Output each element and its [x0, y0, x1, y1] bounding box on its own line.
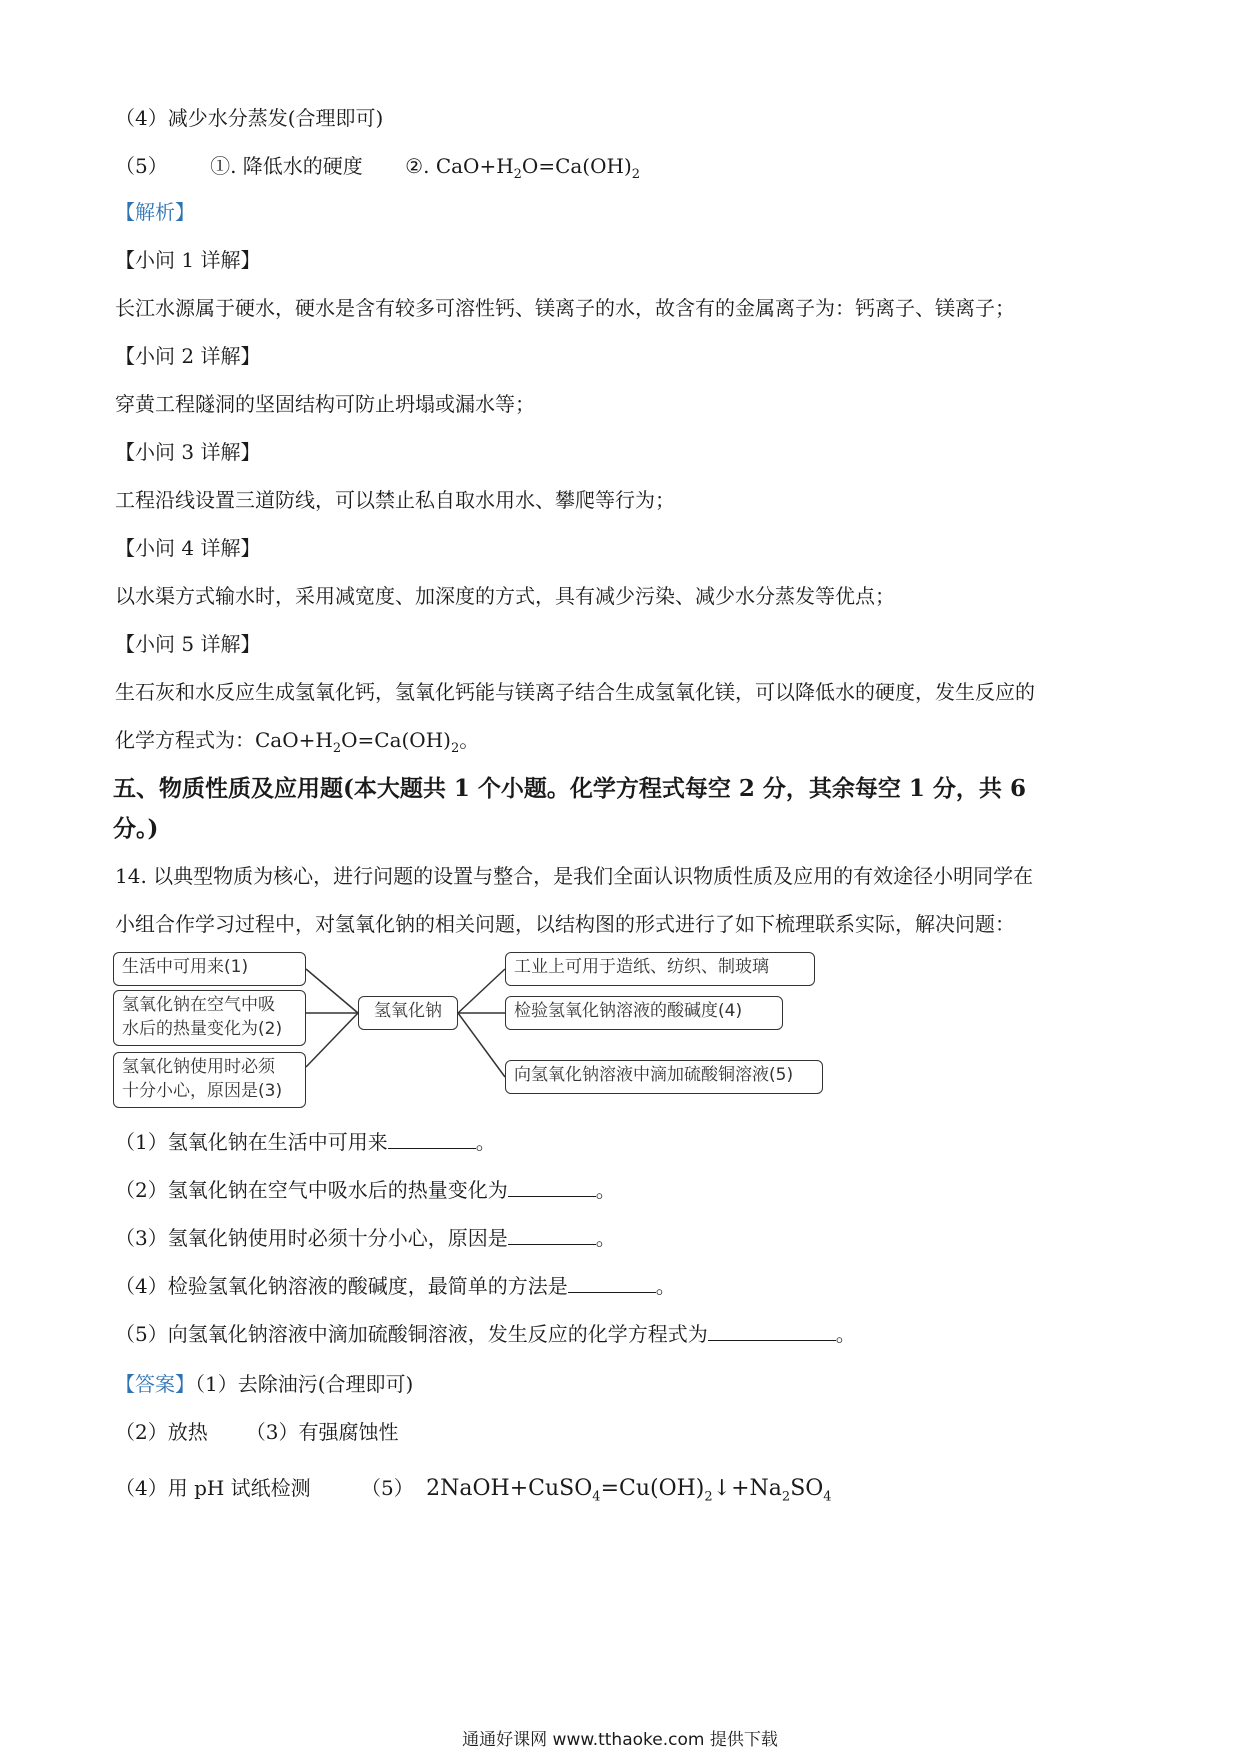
diagram-box-cuso4: 向氢氧化钠溶液中滴加硫酸铜溶液(5) — [505, 1060, 823, 1094]
sub-question-4: （4）检验氢氧化钠溶液的酸碱度，最简单的方法是 。 — [115, 1274, 676, 1298]
section-title-2: 分。) — [113, 815, 159, 842]
structure-diagram — [113, 952, 833, 1120]
answer-5-a: ①. 降低水的硬度 — [210, 154, 363, 178]
answer-blank[interactable] — [708, 1320, 836, 1341]
section-title-1: 五、物质性质及应用题(本大题共 1 个小题。化学方程式每空 2 分，其余每空 1 分，共 6 — [113, 775, 1026, 802]
answer-5-line — [115, 152, 640, 189]
answer-5-b: ②. $CaO+H_2O=Ca(OH)_2$ — [405, 154, 641, 182]
q3-heading: 【小问 3 详解】 — [115, 440, 261, 464]
page-footer: 通通好课网 www.tthaoke.com 提供下载 — [462, 1730, 778, 1750]
answer-blank[interactable] — [388, 1128, 476, 1149]
answer-blank[interactable] — [568, 1272, 656, 1293]
answer-4-line: （4）减少水分蒸发(合理即可) — [115, 106, 384, 130]
q1-text: 长江水源属于硬水，硬水是含有较多可溶性钙、镁离子的水，故含有的金属离子为：钙离子、镁离子； — [115, 296, 1015, 320]
answer-blank[interactable] — [508, 1224, 596, 1245]
q4-heading: 【小问 4 详解】 — [115, 536, 261, 560]
answer-5-num: （5） — [115, 154, 168, 178]
answer-1: （1）去除油污(合理即可) — [195, 1372, 414, 1396]
answer-blank[interactable] — [508, 1176, 596, 1197]
q5-text-2: 化学方程式为：$CaO+H_2O=Ca(OH)_2$。 — [115, 728, 480, 756]
q4-text: 以水渠方式输水时，采用减宽度、加深度的方式，具有减少污染、减少水分蒸发等优点； — [115, 584, 895, 608]
question-stem-2: 小组合作学习过程中，对氢氧化钠的相关问题，以结构图的形式进行了如下梳理联系实际，解决问题： — [115, 912, 1015, 936]
sub-question-1: （1）氢氧化钠在生活中可用来 。 — [115, 1130, 496, 1154]
q2-text: 穿黄工程隧洞的坚固结构可防止坍塌或漏水等； — [115, 392, 535, 416]
q2-heading: 【小问 2 详解】 — [115, 344, 261, 368]
q3-text: 工程沿线设置三道防线，可以禁止私自取水用水、攀爬等行为； — [115, 488, 675, 512]
q5-text-1: 生石灰和水反应生成氢氧化钙，氢氧化钙能与镁离子结合生成氢氧化镁，可以降低水的硬度，发生反应的 — [115, 680, 1035, 704]
answer-line-1 — [115, 1370, 413, 1398]
answer-tag: 【答案】 — [115, 1372, 195, 1396]
answer-3: （3）有强腐蚀性 — [245, 1420, 399, 1444]
analysis-tag: 【解析】 — [115, 200, 195, 224]
answer-4: （4）用 pH 试纸检测 — [115, 1476, 311, 1500]
answer-2: （2）放热 — [115, 1420, 208, 1444]
diagram-box-ph-test: 检验氢氧化钠溶液的酸碱度(4) — [505, 996, 783, 1030]
answer-line-2 — [115, 1418, 398, 1446]
sub-question-5: （5）向氢氧化钠溶液中滴加硫酸铜溶液，发生反应的化学方程式为 。 — [115, 1322, 856, 1346]
diagram-box-center: 氢氧化钠 — [358, 996, 458, 1030]
answer-5-num: （5） — [361, 1476, 414, 1500]
answer-5-equation: $2NaOH+CuSO_4=Cu(OH)_2↓+Na_2SO_4$ — [426, 1476, 832, 1505]
q5-heading: 【小问 5 详解】 — [115, 632, 261, 656]
diagram-box-industry: 工业上可用于造纸、纺织、制玻璃 — [505, 952, 815, 986]
diagram-box-caution: 氢氧化钠使用时必须 十分小心，原因是(3) — [113, 1052, 306, 1108]
sub-question-3: （3）氢氧化钠使用时必须十分小心，原因是 。 — [115, 1226, 616, 1250]
sub-question-2: （2）氢氧化钠在空气中吸水后的热量变化为 。 — [115, 1178, 616, 1202]
diagram-box-heat-change: 氢氧化钠在空气中吸 水后的热量变化为(2) — [113, 990, 306, 1046]
diagram-box-life-use: 生活中可用来(1) — [113, 952, 306, 986]
question-stem-1: 14. 以典型物质为核心，进行问题的设置与整合，是我们全面认识物质性质及应用的有效途径小明同学在 — [115, 864, 1034, 888]
answer-line-3 — [115, 1474, 832, 1511]
q1-heading: 【小问 1 详解】 — [115, 248, 261, 272]
